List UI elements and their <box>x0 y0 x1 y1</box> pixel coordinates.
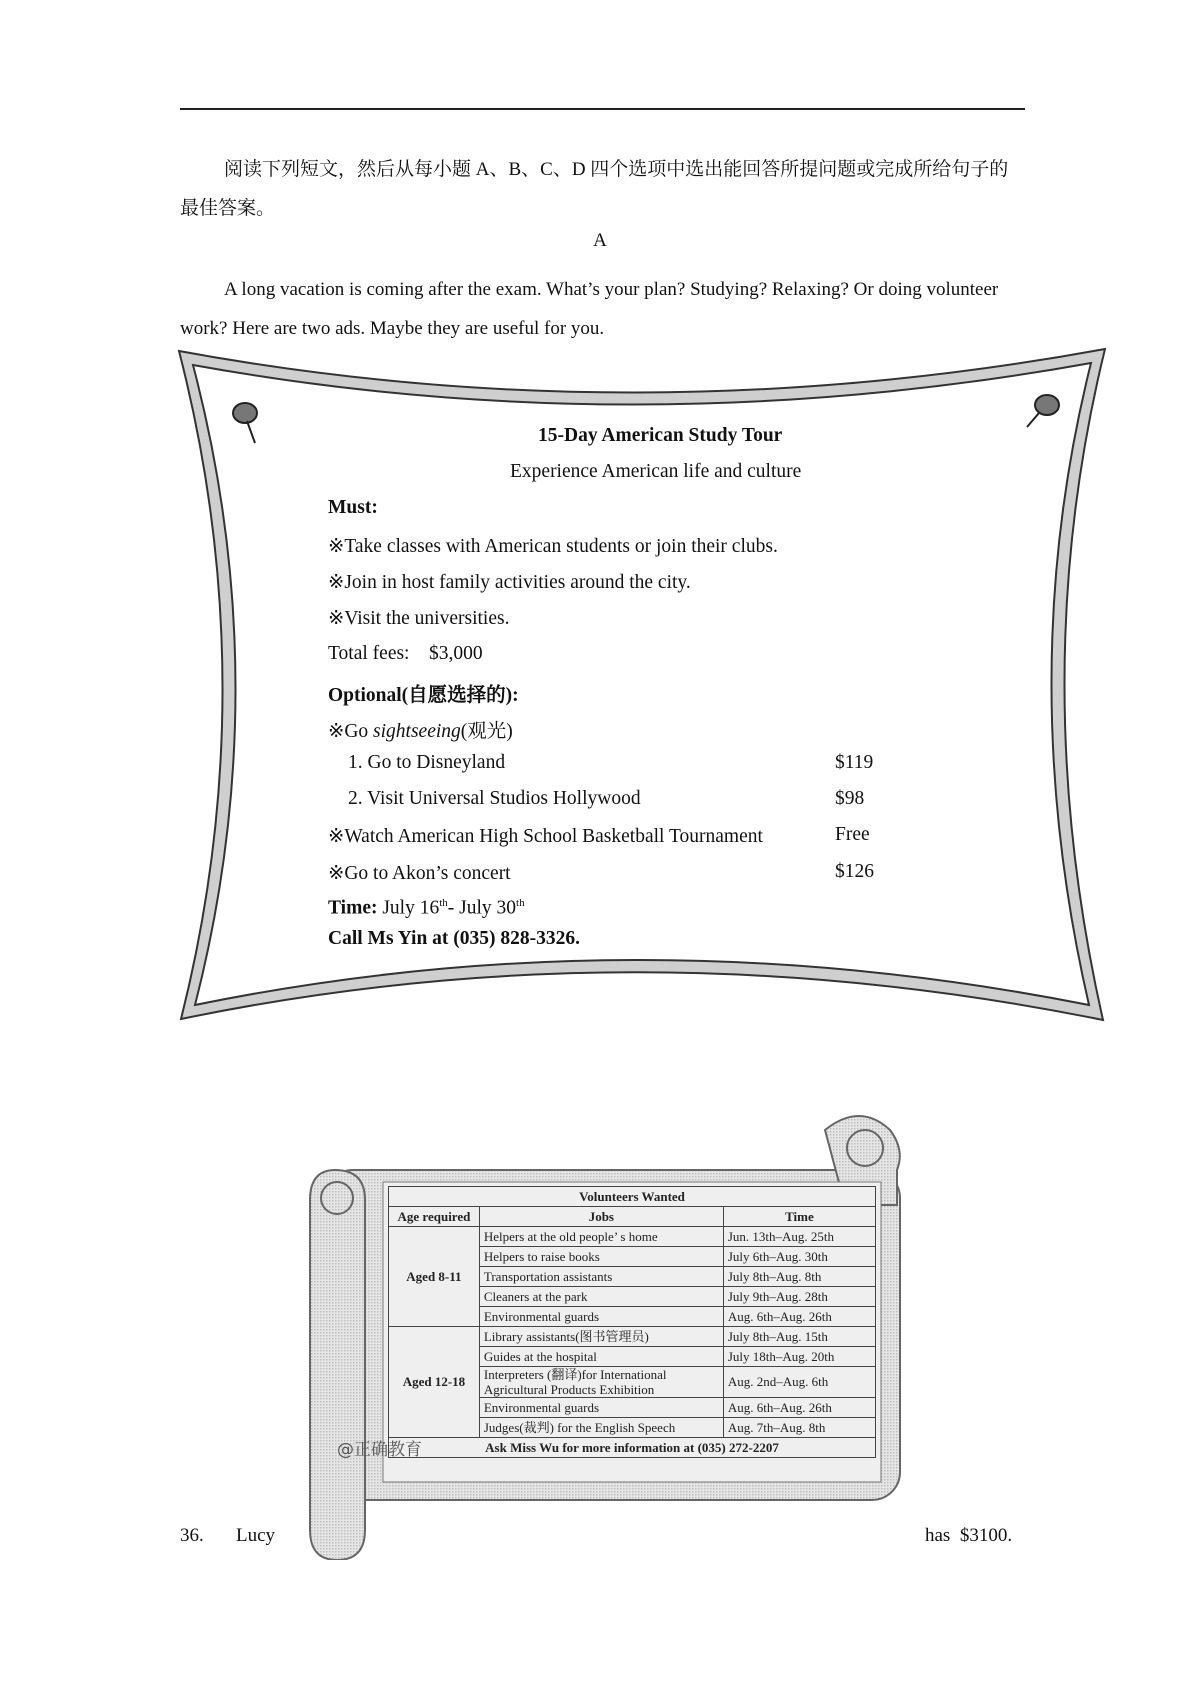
column-header: Jobs <box>479 1207 723 1227</box>
option-label: 1. Go to Disneyland <box>348 752 506 773</box>
option-label: 2. Visit Universal Studios Hollywood <box>348 788 641 809</box>
time-cell: Aug. 6th–Aug. 26th <box>723 1398 875 1418</box>
column-header: Time <box>723 1207 875 1227</box>
instructions: 阅读下列短文，然后从每小题 A、B、C、D 四个选项中选出能回答所提问题或完成所给句子的最佳答案。 <box>180 159 1009 219</box>
time-cell: July 6th–Aug. 30th <box>723 1247 875 1267</box>
time-cell: July 8th–Aug. 15th <box>723 1327 875 1347</box>
time-end: - July 30 <box>447 897 517 919</box>
table-footer: Ask Miss Wu for more information at (035) 272-2207 <box>389 1438 876 1458</box>
tour-subtitle: Experience American life and culture <box>510 461 802 482</box>
time-cell: Aug. 7th–Aug. 8th <box>723 1418 875 1438</box>
option-label: ※Watch American High School Basketball Tournament <box>328 826 763 847</box>
must-item: ※Join in host family activities around the city. <box>328 572 691 593</box>
tour-title: 15-Day American Study Tour <box>538 425 783 446</box>
lead-paragraph: A long vacation is coming after the exam. What’s your plan? Studying? Relaxing? Or doing volunteer work? Here are two ads. Maybe they are useful for you. <box>180 279 999 339</box>
total-fees: Total fees: $3,000 <box>328 643 483 664</box>
time-cell: July 8th–Aug. 8th <box>723 1267 875 1287</box>
time-end-sup: th <box>516 897 525 909</box>
sightseeing-word: sightseeing <box>373 721 461 742</box>
option-price: $119 <box>835 752 874 773</box>
must-item: ※Take classes with American students or join their clubs. <box>328 536 778 557</box>
study-tour-poster-frame <box>175 345 1110 1025</box>
job-cell: Environmental guards <box>479 1398 723 1418</box>
section-label: A <box>593 230 607 251</box>
age-group: Aged 8-11 <box>389 1227 480 1327</box>
job-cell: Helpers to raise books <box>479 1247 723 1267</box>
time-cell: Aug. 2nd–Aug. 6th <box>723 1367 875 1398</box>
age-group: Aged 12-18 <box>389 1327 480 1438</box>
job-cell: Library assistants(图书管理员) <box>479 1327 723 1347</box>
question-start: Lucy <box>236 1525 276 1546</box>
volunteer-table <box>388 1186 876 1458</box>
time-cell: Aug. 6th–Aug. 26th <box>723 1307 875 1327</box>
time-label: Time: <box>328 897 378 919</box>
table-title: Volunteers Wanted <box>389 1187 876 1207</box>
tour-time <box>328 897 525 920</box>
option-price: Free <box>835 824 870 845</box>
question-number: 36. <box>180 1525 204 1546</box>
option-price: $98 <box>835 788 865 809</box>
must-label: Must: <box>328 497 378 518</box>
table-row <box>389 1227 876 1247</box>
sightseeing-line <box>328 715 513 743</box>
column-header: Age required <box>389 1207 480 1227</box>
optional-label: Optional(自愿选择的): <box>328 685 519 706</box>
table-row <box>389 1327 876 1347</box>
job-cell: Judges(裁判) for the English Speech <box>479 1418 723 1438</box>
option-price: $126 <box>835 861 874 882</box>
time-cell: July 9th–Aug. 28th <box>723 1287 875 1307</box>
job-cell: Cleaners at the park <box>479 1287 723 1307</box>
question-end: has $3100. <box>925 1525 1013 1546</box>
job-cell: Guides at the hospital <box>479 1347 723 1367</box>
time-cell: Jun. 13th–Aug. 25th <box>723 1227 875 1247</box>
option-label: ※Go to Akon’s concert <box>328 863 511 884</box>
job-cell: Transportation assistants <box>479 1267 723 1287</box>
sightseeing-suffix: (观光) <box>460 721 513 742</box>
job-cell: Helpers at the old people’ s home <box>479 1227 723 1247</box>
sightseeing-prefix: ※Go <box>328 721 374 742</box>
time-start-sup: th <box>439 897 448 909</box>
header-rule <box>180 108 1025 110</box>
job-cell: Interpreters (翻译)for International Agricultural Products Exhibition <box>479 1367 723 1398</box>
time-cell: July 18th–Aug. 20th <box>723 1347 875 1367</box>
contact-line: Call Ms Yin at (035) 828-3326. <box>328 928 581 949</box>
job-cell: Environmental guards <box>479 1307 723 1327</box>
watermark: @正确教育 <box>337 1440 422 1460</box>
must-item: ※Visit the universities. <box>328 608 510 629</box>
time-start: July 16 <box>377 897 440 919</box>
